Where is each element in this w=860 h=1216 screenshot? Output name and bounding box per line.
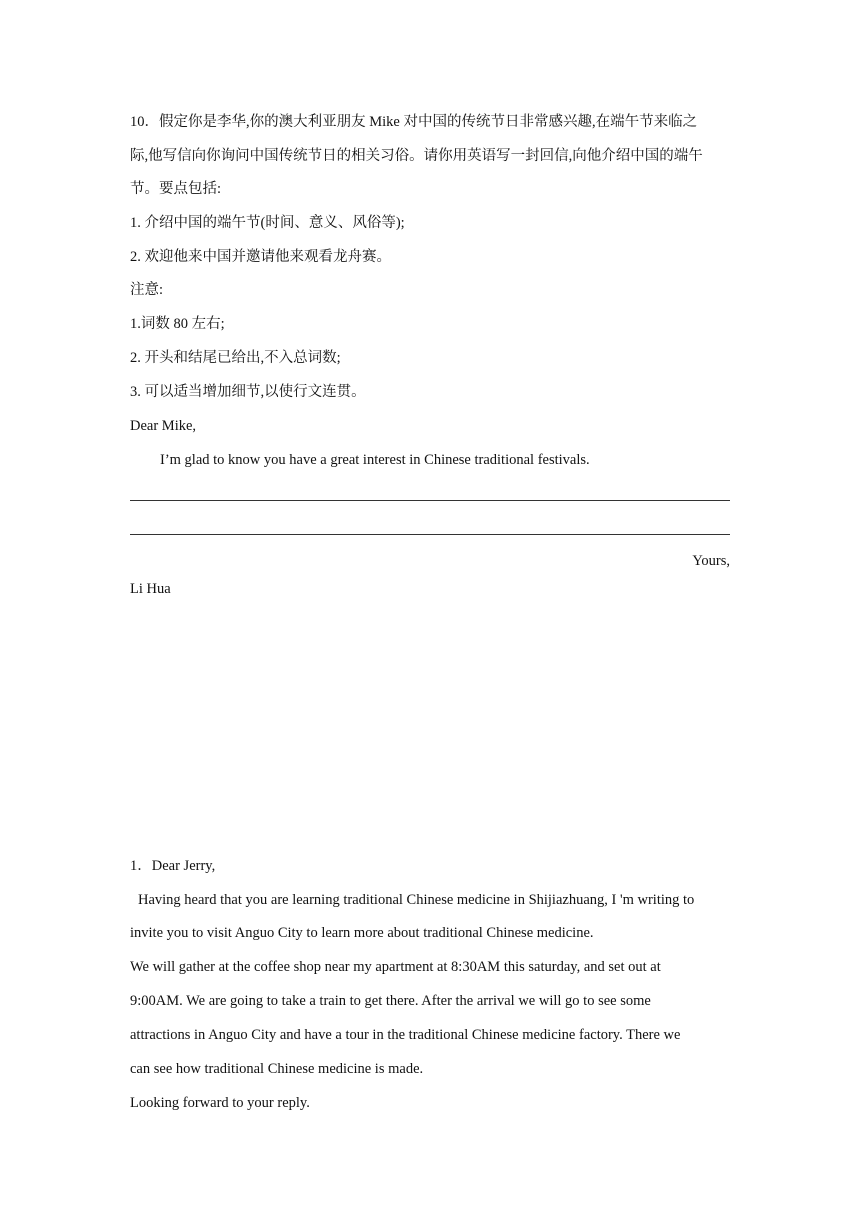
question-line-2: 际,他写信向你询问中国传统节日的相关习俗。请你用英语写一封回信,向他介绍中国的端午 (130, 148, 703, 164)
answer-blank-line-1 (130, 500, 730, 501)
requirement-point-1: 1. 介绍中国的端午节(时间、意义、风俗等); (130, 215, 405, 231)
note-item-1: 1.词数 80 左右; (130, 316, 225, 332)
answer-line-4: 9:00AM. We are going to take a train to get there. After the arrival we will go to see some (130, 993, 651, 1009)
letter-opening: I’m glad to know you have a great interest in Chinese traditional festivals. (160, 452, 590, 468)
answer-line-7: Looking forward to your reply. (130, 1095, 310, 1111)
answer-line-1: Having heard that you are learning traditional Chinese medicine in Shijiazhuang, I 'm writing to (138, 892, 695, 908)
requirement-point-2: 2. 欢迎他来中国并邀请他来观看龙舟赛。 (130, 249, 391, 265)
note-item-3: 3. 可以适当增加细节,以使行文连贯。 (130, 384, 366, 400)
note-label: 注意: (130, 282, 164, 298)
note-item-2: 2. 开头和结尾已给出,不入总词数; (130, 350, 341, 366)
answer-line-5: attractions in Anguo City and have a tour in the traditional Chinese medicine factory. There we (130, 1027, 681, 1043)
answer-line-2: invite you to visit Anguo City to learn more about traditional Chinese medicine. (130, 925, 594, 941)
question-line-1: 10．假定你是李华,你的澳大利亚朋友 Mike 对中国的传统节日非常感兴趣,在端午节来临之 (130, 114, 698, 130)
answer-line-6: can see how traditional Chinese medicine is made. (130, 1061, 424, 1077)
letter-greeting: Dear Mike, (130, 418, 197, 434)
question-line-3: 节。要点包括: (130, 181, 222, 197)
answer-line-3: We will gather at the coffee shop near my apartment at 8:30AM this saturday, and set out at (130, 959, 661, 975)
letter-closing: Yours, (692, 553, 730, 569)
answer-greeting: 1．Dear Jerry, (130, 858, 216, 874)
answer-blank-line-2 (130, 534, 730, 535)
letter-signature: Li Hua (130, 581, 171, 597)
